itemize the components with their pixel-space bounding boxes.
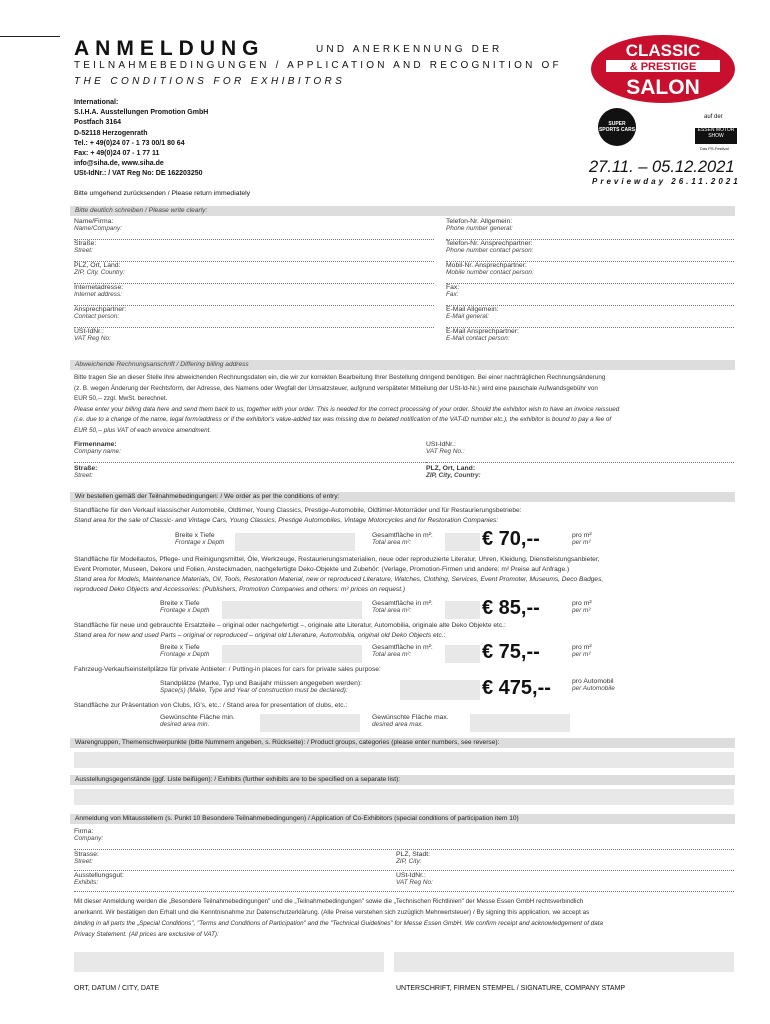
area-label: Gesamtfläche in m²:: [372, 532, 433, 539]
field-label: Mobil-Nr. Ansprechpartner:: [446, 262, 527, 269]
field-label-en: Mobile number contact person:: [446, 269, 534, 276]
groups-input[interactable]: [74, 752, 734, 768]
billing-text: EUR 50,-- zzgl. MwSt. berechnet.: [74, 395, 168, 402]
form-subtitle: TEILNAHMEBEDINGUNGEN / APPLICATION AND RECOGNITION OF: [74, 60, 562, 71]
field-label-en: Street:: [74, 858, 93, 865]
billing-section-header: Abweichende Rechnungsanschrift / Differing billing address: [70, 360, 735, 370]
unit-label: pro m²: [572, 532, 592, 539]
min-label-en: desired area min.: [160, 721, 210, 728]
form-subtitle-en: THE CONDITIONS FOR EXHIBITORS: [74, 76, 346, 87]
address-line: S.I.H.A. Ausstellungen Promotion GmbH: [74, 109, 209, 117]
logo-text-3: SALON: [626, 76, 700, 99]
closing-text: Privacy Statement. (All prices are exclusive of VAT):: [74, 931, 219, 938]
s2-price: € 85,--: [482, 597, 540, 619]
s3-area-input[interactable]: [445, 645, 480, 663]
field-label-en: Street:: [74, 247, 93, 254]
field-name-company[interactable]: [74, 218, 434, 240]
s3-unit: [572, 644, 592, 658]
dim-label: Breite x Tiefe: [160, 600, 200, 607]
s5-min: [160, 714, 235, 728]
field-label: Ansprechpartner:: [74, 306, 127, 313]
contact-left-column: [74, 218, 434, 350]
s4-spaces-input[interactable]: [400, 680, 480, 700]
field-label: PLZ, Ort, Land:: [74, 262, 121, 269]
address-line: USt-IdNr.: / VAT Reg No: DE 162203250: [74, 170, 203, 178]
field-phone-contact[interactable]: [446, 240, 734, 262]
s2-dimension-input[interactable]: [222, 601, 362, 619]
order-text: Standfläche für neue und gebrauchte Ersatzteile – original oder nachgefertigt –, originale alte Literatur, Automobilia, originale alte Deko Objekte etc.:: [74, 622, 506, 629]
order-text-en: Stand area for Models, Maintenance Materials, Oil, Tools, Restoration Material, new or reproduced Literature, Watches, Clothing, Services, Event Promoter, Museums, Deco Badges,: [74, 576, 604, 583]
field-label: Firmenname:: [74, 441, 117, 448]
field-line: [426, 462, 734, 463]
spaces-label-en: Space(s) (Make, Type and Year of construction must be declared):: [160, 687, 348, 694]
field-label-en: VAT Reg No:: [74, 335, 111, 342]
top-rule: [0, 36, 60, 37]
preview-day: Previewday 26.11.2021: [592, 177, 741, 186]
city-date-label: ORT, DATUM / CITY, DATE: [74, 985, 160, 992]
s1-unit: [572, 532, 592, 546]
field-line: [74, 870, 734, 871]
area-label: Gesamtfläche in m²:: [372, 600, 433, 607]
return-note: Bitte umgehend zurücksenden / Please return immediately: [74, 190, 251, 197]
order-s3-text: [74, 621, 734, 641]
field-label-en: E-Mail general:: [446, 313, 489, 320]
dim-label-en: Frontage x Depth: [160, 651, 210, 658]
field-email-general[interactable]: [446, 306, 734, 328]
contact-right-column: [446, 218, 734, 350]
s1-area: [372, 532, 433, 546]
signature-label: UNTERSCHRIFT, FIRMEN STEMPEL / SIGNATURE, COMPANY STAMP: [396, 985, 626, 992]
address-line: D-52118 Herzogenrath: [74, 129, 148, 137]
exhibits-section-header: Ausstellungsgegenstände (ggf. Liste beifügen): / Exhibits (further exhibits are to be specified on a separate list):: [70, 775, 735, 785]
billing-text: EUR 50,-- plus VAT of each envoice amendment.: [74, 426, 212, 434]
field-label-en: VAT Reg No:: [396, 879, 433, 886]
field-label: Internetadresse:: [74, 284, 124, 291]
coex-company-field[interactable]: [74, 828, 103, 842]
max-label: Gewünschte Fläche max.: [372, 714, 449, 721]
s4-price: € 475,--: [482, 677, 551, 699]
billing-text: (i.e. due to a change of the name, legal form/address or if the exhibitor's value-added tax was missing due to belated notification of the VAT-ID number etc.), the exhibitor is bound to pay a fee of: [74, 416, 612, 423]
field-internet[interactable]: [74, 284, 434, 306]
unit-label-en: per m²: [572, 607, 591, 614]
field-label: Straße:: [74, 465, 98, 472]
classic-prestige-salon-logo: [590, 34, 736, 104]
field-label-en: ZIP, City:: [396, 858, 422, 865]
s2-area: [372, 600, 433, 614]
logo-text-1: CLASSIC: [625, 41, 701, 60]
field-label: Telefon-Nr. Allgemein:: [446, 218, 513, 225]
dim-label-en: Frontage x Depth: [175, 539, 225, 546]
s2-dimensions: [160, 600, 209, 614]
exhibits-input[interactable]: [74, 789, 734, 805]
order-s1-text: [74, 506, 734, 526]
field-label-en: Company:: [74, 835, 104, 842]
order-s4-text: Fahrzeug-Verkaufseinstellplätze für private Anbieter: / Putting-in places for cars for private sales purpose:: [74, 666, 381, 673]
field-line: [74, 891, 734, 892]
unit-label: pro m²: [572, 600, 592, 607]
field-label: Strasse:: [74, 851, 99, 858]
dim-label: Breite x Tiefe: [175, 532, 215, 539]
order-s2-text: [74, 555, 734, 595]
s5-max-input[interactable]: [470, 714, 570, 732]
coex-street-field[interactable]: [74, 851, 99, 865]
s1-dimension-input[interactable]: [235, 533, 355, 551]
order-text: Standfläche für Modellautos, Pflege- und Reinigungsmittel, Öle, Werkzeuge, Restaurierungsmaterialien, neue oder reproduzierte Literatur, Uhren, Kleidung, Dienstleistungsanbieter,: [74, 556, 600, 563]
billing-street-field[interactable]: [74, 465, 97, 479]
address-line: Postfach 3164: [74, 119, 122, 127]
field-label: USt-IdNr.:: [396, 872, 426, 879]
order-section-header: Wir bestellen gemäß der Teilnahmebedingungen: / We order as per the conditions of entry:: [70, 492, 735, 502]
field-label-en: VAT Reg No.:: [426, 448, 465, 455]
field-label-en: Internet address:: [74, 291, 122, 298]
field-label: USt-IdNr.:: [426, 441, 456, 448]
field-label-en: ZIP, City, Country:: [74, 269, 125, 276]
city-date-input[interactable]: [74, 952, 384, 972]
field-label: USt-IdNr.:: [74, 328, 104, 335]
field-label: Ausstellungsgut:: [74, 872, 124, 879]
super-sports-cars-badge: SUPER SPORTS CARS: [598, 108, 636, 146]
area-label-en: Total area m²:: [372, 539, 412, 546]
field-label-en: Company name:: [74, 448, 121, 455]
unit-label: pro m²: [572, 644, 592, 651]
address-line: Fax: + 49(0)24 07 - 1 77 11: [74, 150, 160, 158]
field-label: PLZ, Ort, Land:: [426, 465, 476, 472]
billing-text: Bitte tragen Sie an dieser Stelle Ihre abweichenden Rechnungsdaten ein, die wir zur korrekten Bearbeitung Ihrer Bestellung dringend benötigen. Bei einer nachträglichen Rechnungsänderung: [74, 374, 606, 381]
field-label-en: Name/Company:: [74, 225, 122, 232]
order-text: Event Promoter, Museen, Dekore und Folien, Ansteckmaden, nachgefertigte Deko-Objekte und Zubehör: (Verlage, Promotion-Firmen und andere: m² Preise auf Anfrage.): [74, 566, 570, 573]
unit-label: pro Automobil: [572, 678, 614, 685]
s3-dimension-input[interactable]: [222, 645, 362, 663]
billing-vat-field[interactable]: [426, 441, 465, 455]
field-label-en: ZIP, City, Country:: [426, 472, 481, 479]
organizer-address: [74, 98, 208, 180]
s3-area: [372, 644, 433, 658]
field-label-en: Fax:: [446, 291, 459, 298]
coexhibitors-section-header: Anmeldung von Mitausstellern (s. Punkt 10 Besondere Teilnahmebedingungen) / Application of Co-Exhibitors (special conditions of participation item 10): [70, 814, 735, 824]
field-street[interactable]: [74, 240, 434, 262]
s5-max: [372, 714, 449, 728]
order-text-en: Stand area for new and used Parts – original or reproduced – original old Literature, Automobilia, original old Deko Objects etc.:: [74, 632, 446, 639]
dim-label: Breite x Tiefe: [160, 644, 200, 651]
form-title-suffix: UND ANERKENNUNG DER: [316, 44, 503, 55]
event-dates: 27.11. – 05.12.2021: [589, 158, 735, 176]
field-fax[interactable]: [446, 284, 734, 306]
auf-der-label: auf der: [704, 114, 723, 120]
field-label: Fax:: [446, 284, 460, 291]
s4-spaces: [160, 680, 362, 694]
address-line: info@siha.de, www.siha.de: [74, 160, 164, 168]
field-line: [74, 849, 734, 850]
min-label: Gewünschte Fläche min.: [160, 714, 235, 721]
area-label: Gesamtfläche in m²:: [372, 644, 433, 651]
closing-text: anerkannt. Wir bestätigen den Erhalt und die Kenntnisnahme zur Datenschutzerklärung. (Alle Preise verstehen sich zuzüglich Mehrwertsteuer) / By signing this application, we accept as: [74, 909, 590, 916]
closing-text: Mit dieser Anmeldung werden die „Besondere Teilnahmebedingungen" und die „Teilnahmebedingungen" sowie die „Technischen Richtlinien" der Messe Essen GmbH rechtsverbindlich: [74, 898, 584, 905]
coex-zip-field[interactable]: [396, 851, 430, 865]
s5-min-input[interactable]: [260, 714, 360, 732]
field-contact-person[interactable]: [74, 306, 434, 328]
field-label: Name/Firma:: [74, 218, 114, 225]
s3-price: € 75,--: [482, 641, 540, 663]
s1-price: € 70,--: [482, 528, 540, 550]
field-label-en: Contact person:: [74, 313, 120, 320]
order-text: Standfläche für den Verkauf klassischer Automobile, Oldtimer, Young Classics, Prestige-Automobile, Oldtimer-Motorräder und für Restaurierungsbetriebe:: [74, 507, 522, 514]
closing-text: binding in all parts the „Special Conditions", "Terms and Conditions of Participation" and the "Technical Guidelines" for Messe Essen GmbH. We confirm receipt and acknowledgement of data: [74, 920, 603, 927]
billing-explanation: [74, 373, 734, 436]
s3-dimensions: [160, 644, 209, 658]
coex-vat-field[interactable]: [396, 872, 433, 886]
address-line: Tel.: + 49(0)24 07 - 1 73 00/1 80 64: [74, 139, 185, 147]
field-label: Telefon-Nr. Ansprechpartner:: [446, 240, 533, 247]
address-line: International:: [74, 99, 119, 106]
logo-text-2: & PRESTIGE: [629, 61, 697, 73]
field-label-en: E-Mail contact person:: [446, 335, 510, 342]
signature-input[interactable]: [394, 952, 734, 972]
s2-unit: [572, 600, 592, 614]
order-text-en: Stand area for the sale of Classic- and Vintage Cars, Young Classics, Prestige Automobiles, Vintage Motorcycles and for Restoration Companies:: [74, 517, 499, 524]
field-zip-city[interactable]: [74, 262, 434, 284]
field-vat[interactable]: [74, 328, 434, 350]
billing-company-field[interactable]: [74, 441, 121, 455]
s2-area-input[interactable]: [445, 601, 480, 619]
coex-exhibits-field[interactable]: [74, 872, 124, 886]
form-title: ANMELDUNG: [74, 37, 265, 60]
essen-motor-show-logo: ESSEN MOTOR SHOW: [695, 128, 737, 144]
closing-statement: [74, 896, 734, 940]
area-label-en: Total area m²:: [372, 651, 412, 658]
billing-zip-field[interactable]: [426, 465, 481, 479]
max-label-en: desired area max.: [372, 721, 424, 728]
order-text-en: reproduced Deko Objects and Accessories: (Publishers, Promotion Companies and others: m² prices on request.): [74, 586, 406, 593]
unit-label-en: per m²: [572, 539, 591, 546]
unit-label-en: per m²: [572, 651, 591, 658]
groups-section-header: Warengruppen, Themenschwerpunkte (bitte Nummern angeben, s. Rückseite): / Product groups, categories (please enter numbers, see reverse):: [70, 738, 735, 748]
field-label-en: Phone number contact person:: [446, 247, 534, 254]
field-label: Firma:: [74, 828, 94, 835]
area-label-en: Total area m²:: [372, 607, 412, 614]
field-phone-general[interactable]: [446, 218, 734, 240]
field-label: E-Mail Ansprechpartner:: [446, 328, 519, 335]
field-label: E-Mail Allgemein:: [446, 306, 499, 313]
field-email-contact[interactable]: [446, 328, 734, 350]
field-label-en: Street:: [74, 472, 93, 479]
field-label-en: Exhibits:: [74, 879, 99, 886]
field-label: PLZ, Stadt:: [396, 851, 431, 858]
unit-label-en: per Automobile: [572, 685, 615, 692]
order-s5-text: Standfläche zur Präsentation von Clubs, IG's, etc.: / Stand area for presentation of clubs, etc.:: [74, 702, 348, 709]
field-label: Straße:: [74, 240, 97, 247]
field-mobile[interactable]: [446, 262, 734, 284]
billing-text: (z. B. wegen Änderung der Rechtsform, der Adresse, des Namens oder Wegfall der Umsatzsteuer, aufgrund verspäteter Mitteilung der USt-Id-Nr.) wird eine pauschale Aufwandsgebühr von: [74, 384, 598, 392]
ps-festival-label: Das PS-Festival: [700, 146, 729, 151]
dim-label-en: Frontage x Depth: [160, 607, 210, 614]
s1-area-input[interactable]: [445, 533, 480, 551]
contact-section-header: Bitte deutlich schreiben / Please write clearly:: [70, 206, 735, 216]
billing-text: Please enter your billing data here and send them back to us, together with your order. This is needed for the correct processing of your order. Should the exhibitor wish to have an invoice reissued: [74, 405, 620, 413]
s4-unit: [572, 678, 615, 692]
s1-dimensions: [175, 532, 224, 546]
field-label-en: Phone number general:: [446, 225, 513, 232]
spaces-label: Standplätze (Marke, Typ und Baujahr müssen angegeben werden):: [160, 680, 363, 687]
field-line: [74, 462, 434, 463]
